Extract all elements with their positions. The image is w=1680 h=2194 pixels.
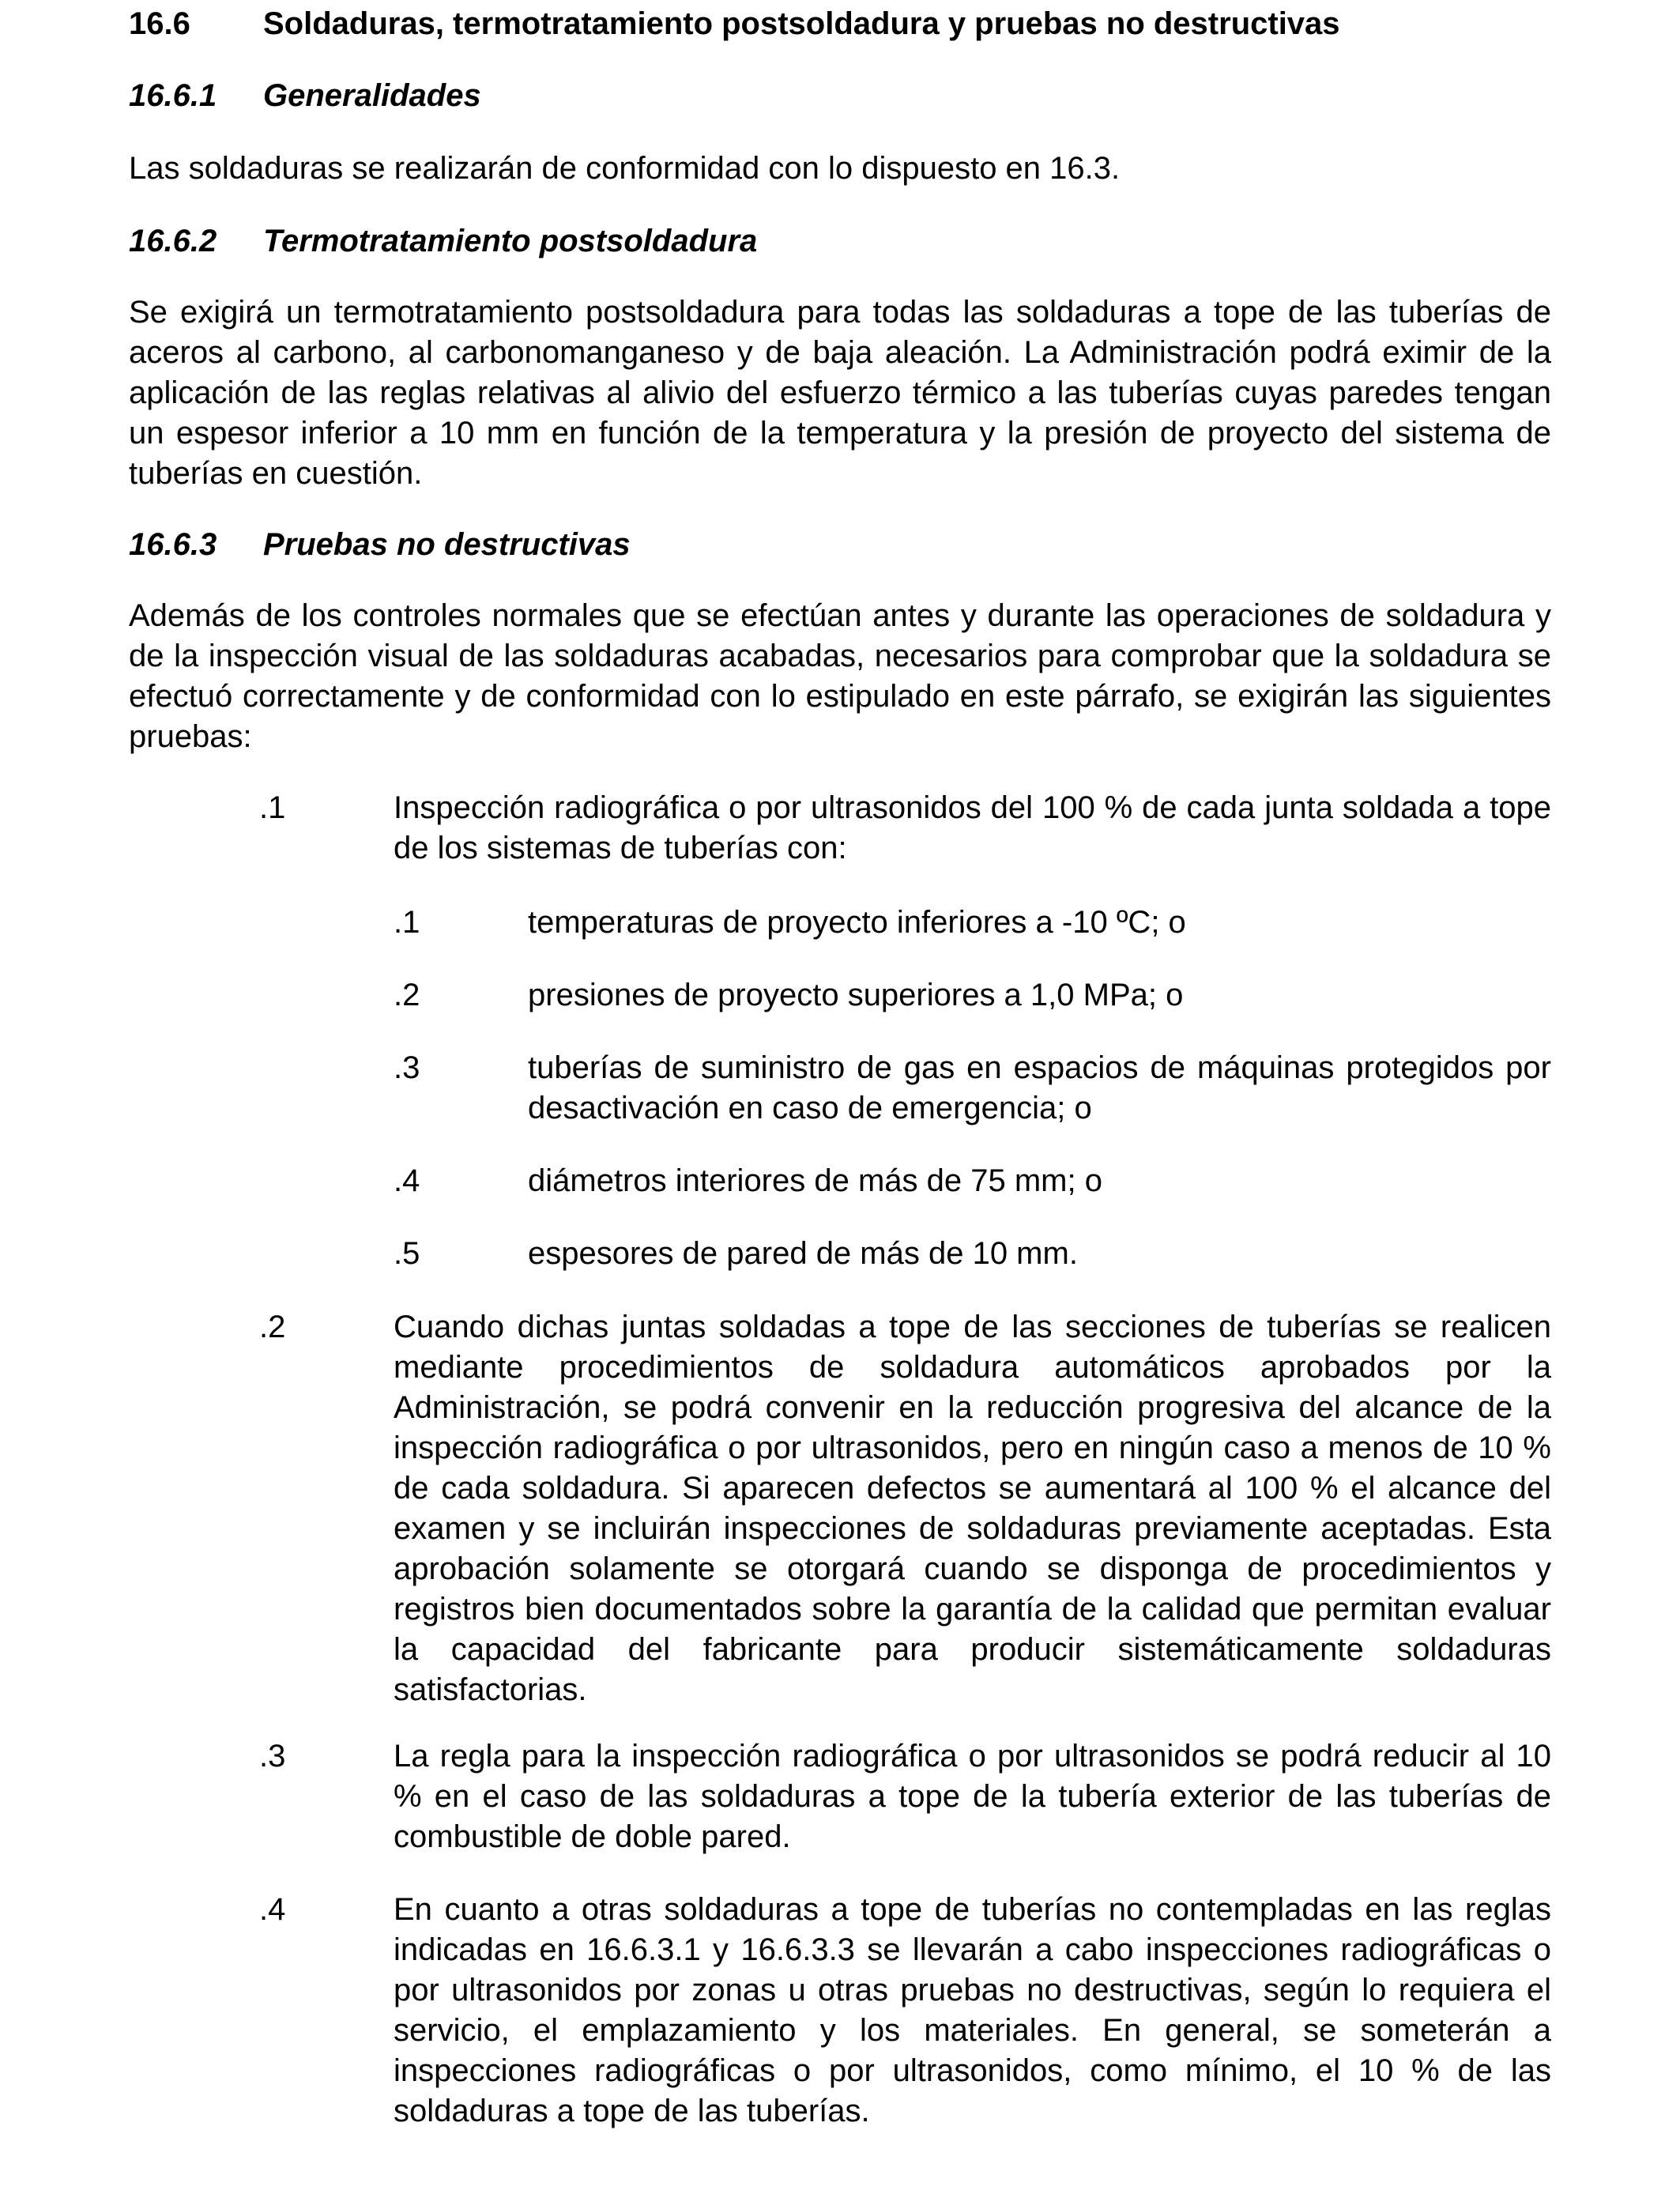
list-item-text: tuberías de suministro de gas en espacios de máquinas protegidos por desactivación en caso de emergencia; o: [528, 1050, 1551, 1125]
list-marker: .1: [394, 905, 420, 940]
list-marker: .3: [394, 1050, 420, 1085]
section-heading-16-6-2: [129, 221, 757, 261]
paragraph-generalidades: Las soldaduras se realizarán de conformidad con lo dispuesto en 16.3.: [129, 151, 1121, 186]
list-item-text: presiones de proyecto superiores a 1,0 MPa; o: [528, 978, 1184, 1012]
list-item-text: La regla para la inspección radiográfica o por ultrasonidos se podrá reducir al 10 % en el caso de las soldaduras a tope de la tubería exterior de las tuberías de combustible de doble pared.: [394, 1739, 1551, 1854]
section-title: Pruebas no destructivas: [263, 527, 631, 562]
section-number: 16.6.2: [129, 224, 217, 258]
list-item-text: En cuanto a otras soldaduras a tope de tuberías no contempladas en las reglas indicadas en 16.6.3.1 y 16.6.3.3 se llevarán a cabo inspecciones radiográficas o por ultrasonidos por zonas u otras pruebas no destructivas, según lo requiera el servicio, el emplazamiento y los materiales. En general, se someterán a inspecciones radiográficas o por ultrasonidos, como mínimo, el 10 % de las soldaduras a tope de las tuberías.: [394, 1892, 1551, 2128]
list-marker: .3: [259, 1739, 286, 1774]
list-item-text: Inspección radiográfica o por ultrasonidos del 100 % de cada junta soldada a tope de los sistemas de tuberías con:: [394, 790, 1551, 865]
list-marker: .2: [259, 1310, 286, 1344]
section-heading-16-6-3: [129, 525, 631, 564]
section-title: Soldaduras, termotratamiento postsoldadura y pruebas no destructivas: [263, 6, 1340, 41]
section-number: 16.6: [129, 6, 190, 41]
list-marker: .4: [394, 1163, 420, 1198]
paragraph-pruebas: Además de los controles normales que se efectúan antes y durante las operaciones de soldadura y de la inspección visual de las soldaduras acabadas, necesarios para comprobar que la soldadura se efectuó correctamente y de conformidad con lo estipulado en este párrafo, se exigirán las siguientes pruebas:: [129, 598, 1551, 754]
list-marker: .2: [394, 978, 420, 1012]
list-item-text: diámetros interiores de más de 75 mm; o: [528, 1163, 1102, 1198]
section-title: Termotratamiento postsoldadura: [263, 224, 758, 258]
list-marker: .4: [259, 1892, 286, 1927]
list-item-text: temperaturas de proyecto inferiores a -10 ºC; o: [528, 905, 1186, 940]
list-item-text: espesores de pared de más de 10 mm.: [528, 1236, 1078, 1271]
section-heading-16-6-1: [129, 76, 481, 115]
paragraph-termotratamiento: Se exigirá un termotratamiento postsoldadura para todas las soldaduras a tope de las tuberías de aceros al carbono, al carbonomanganeso y de baja aleación. La Administración podrá eximir de la aplicación de las reglas relativas al alivio del esfuerzo térmico a las tuberías cuyas paredes tengan un espesor inferior a 10 mm en función de la temperatura y la presión de proyecto del sistema de tuberías en cuestión.: [129, 295, 1551, 491]
list-marker: .5: [394, 1236, 420, 1271]
list-marker: .1: [259, 790, 286, 825]
section-heading-16-6: [129, 4, 1340, 43]
section-number: 16.6.3: [129, 527, 217, 562]
list-item-text: Cuando dichas juntas soldadas a tope de las secciones de tuberías se realicen mediante procedimientos de soldadura automáticos aprobados por la Administración, se podrá convenir en la reducción progresiva del alcance de la inspección radiográfica o por ultrasonidos, pero en ningún caso a menos de 10 % de cada soldadura. Si aparecen defectos se aumentará al 100 % el alcance del examen y se incluirán inspecciones de soldaduras previamente aceptadas. Esta aprobación solamente se otorgará cuando se disponga de procedimientos y registros bien documentados sobre la garantía de la calidad que permitan evaluar la capacidad del fabricante para producir sistemáticamente soldaduras satisfactorias.: [394, 1310, 1551, 1707]
section-number: 16.6.1: [129, 78, 217, 113]
section-title: Generalidades: [263, 78, 481, 113]
